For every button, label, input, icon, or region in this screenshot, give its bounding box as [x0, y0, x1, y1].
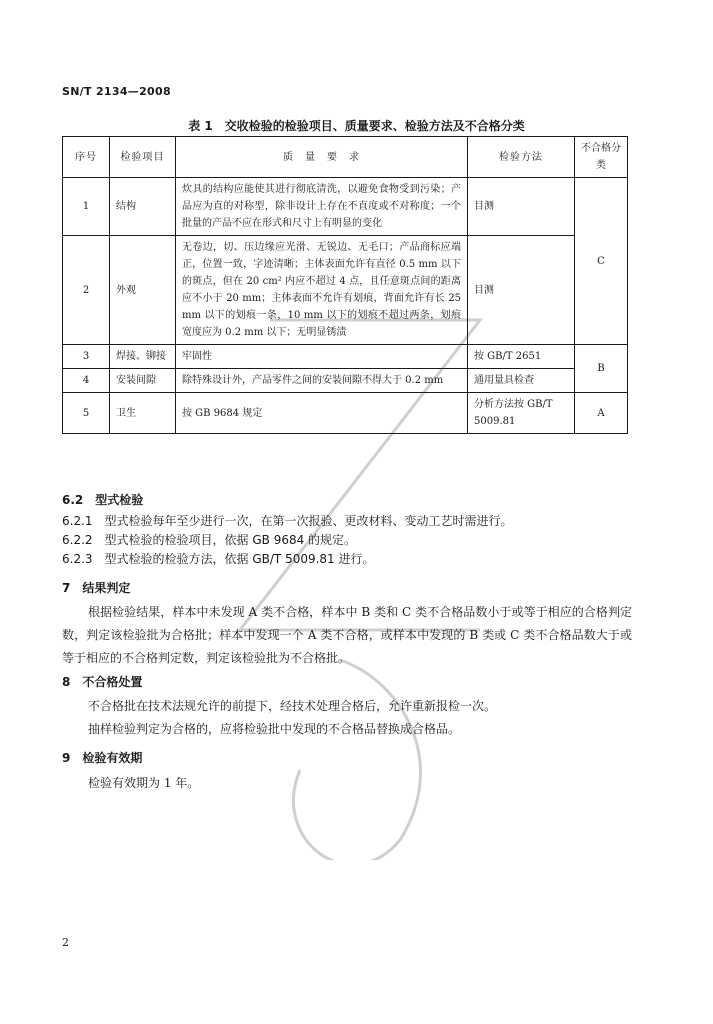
cell-no: 4 — [63, 369, 110, 393]
cell-item: 焊接、铆接 — [110, 345, 176, 369]
inspection-table — [62, 136, 628, 434]
table-row — [63, 369, 628, 393]
standard-number: SN/T 2134—2008 — [62, 85, 171, 98]
col-header-class: 不合格分类 — [575, 137, 628, 178]
section-6-2-title: 6.2 型式检验 — [62, 493, 144, 507]
section-7-title: 7 结果判定 — [62, 581, 131, 595]
col-header-requirement: 质 量 要 求 — [176, 137, 468, 178]
col-header-method: 检验方法 — [468, 137, 575, 178]
cell-no: 1 — [63, 178, 110, 236]
cell-requirement: 炊具的结构应能使其进行彻底清洗，以避免食物受到污染；产品应为直的对称型，除非设计上存在不直度或不对称度；一个批量的产品不应在形式和尺寸上有明显的变化 — [176, 178, 468, 236]
cell-no: 5 — [63, 393, 110, 434]
cell-class: B — [575, 345, 628, 393]
section-7-text: 根据检验结果，样本中未发现 A 类不合格，样本中 B 类和 C 类不合格品数小于或等于相应的合格判定数，判定该检验批为合格批；样本中发现一个 A 类不合格，或样本中发现的 B 类或 C 类不合格品数大于或等于相应的不合格判定数，判定该检验批为不合格批。 — [62, 605, 632, 665]
cell-method: 通用量具检查 — [468, 369, 575, 393]
cell-method: 目测 — [468, 236, 575, 345]
table-row — [63, 178, 628, 236]
section-9-title: 9 检验有效期 — [62, 751, 143, 765]
cell-requirement: 除特殊设计外，产品零件之间的安装间隙不得大于 0.2 mm — [176, 369, 468, 393]
cell-class: A — [575, 393, 628, 434]
cell-item: 结构 — [110, 178, 176, 236]
cell-method: 按 GB/T 2651 — [468, 345, 575, 369]
section-9-text: 检验有效期为 1 年。 — [88, 776, 200, 790]
cell-requirement: 无卷边，切、压边缘应光滑、无锐边、无毛口；产品商标应端正，位置一致，字迹清晰；主体表面允许有直径 0.5 mm 以下的斑点，但在 20 cm² 内应不超过 4 点，且任意斑点间的距离应不小于 20 mm；主体表面不允许有划痕，背面允许有长 25 mm 以下的划痕一条，10 mm 以下的划痕不超过两条，划痕宽度应为 0.2 mm 以下；无明显锈渍 — [176, 236, 468, 345]
section-8-text-2: 抽样检验判定为合格的，应将检验批中发现的不合格品替换成合格品。 — [88, 722, 461, 736]
table-row — [63, 345, 628, 369]
table-title: 表 1 交收检验的检验项目、质量要求、检验方法及不合格分类 — [188, 119, 525, 133]
section-8-title: 8 不合格处置 — [62, 675, 143, 689]
table-row — [63, 236, 628, 345]
cell-no: 2 — [63, 236, 110, 345]
section-6-2-2: 6.2.2 型式检验的检验项目，依据 GB 9684 的规定。 — [62, 533, 357, 547]
col-header-no: 序号 — [63, 137, 110, 178]
cell-class: C — [575, 178, 628, 345]
cell-item: 安装间隙 — [110, 369, 176, 393]
section-8-text-1: 不合格批在技术法规允许的前提下，经技术处理合格后，允许重新报检一次。 — [88, 699, 497, 713]
col-header-item: 检验项目 — [110, 137, 176, 178]
table-row — [63, 393, 628, 434]
cell-method: 分析方法按 GB/T 5009.81 — [468, 393, 575, 434]
section-6-2-1: 6.2.1 型式检验每年至少进行一次，在第一次报验、更改材料、变动工艺时需进行。 — [62, 514, 513, 528]
cell-item: 外观 — [110, 236, 176, 345]
cell-requirement: 牢固性 — [176, 345, 468, 369]
cell-item: 卫生 — [110, 393, 176, 434]
cell-no: 3 — [63, 345, 110, 369]
page-number: 2 — [62, 936, 69, 949]
table-header-row — [63, 137, 628, 178]
cell-requirement: 按 GB 9684 规定 — [176, 393, 468, 434]
section-6-2-3: 6.2.3 型式检验的检验方法，依据 GB/T 5009.81 进行。 — [62, 552, 375, 566]
cell-method: 目测 — [468, 178, 575, 236]
